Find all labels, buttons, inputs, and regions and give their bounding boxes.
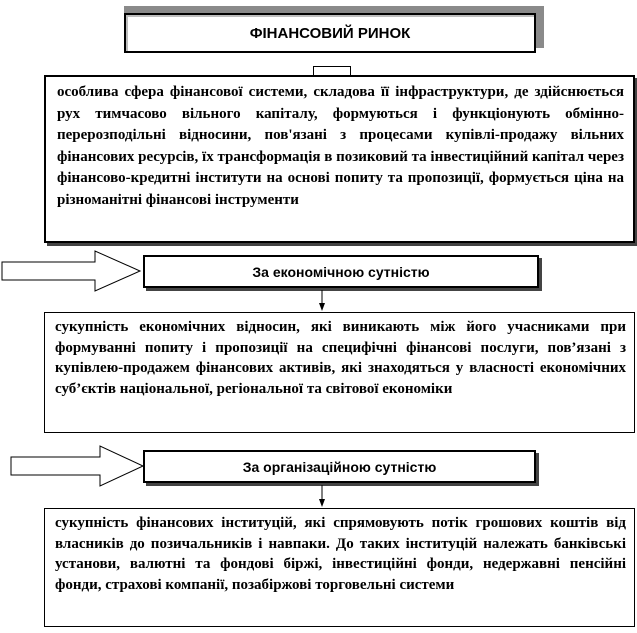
organizational-essence-label: За організаційною сутністю — [242, 458, 437, 475]
economic-essence-label: За економічною сутністю — [252, 263, 430, 280]
arrowhead-down-icon — [319, 499, 325, 507]
economic-essence-text: сукупність економічних відносин, які виникають між його учасниками при формуванні попиту і пропозиції на специфічні фінансові послуги, пов’язані з купівлею-продажем фінансових активів, які знаходяться у власності економічних суб’єктів національної, регіональної та світової економіки — [55, 319, 626, 397]
diagram-title: ФІНАНСОВИЙ РИНОК — [249, 24, 411, 42]
definition-text: особлива сфера фінансової системи, складова її інфраструктури, де здійснюється рух тимчасово вільного капіталу, формуються і функціонують обмінно-перерозподільні відносини, пов'язані з процесами купівлі-продажу вільних фінансових ресурсів, їх трансформація в позиковий та інвестиційний капітал через фінансово-кредитні інститути на основі попиту та пропозиції, формується ціна на різноманітні фінансові інструменти — [57, 84, 624, 208]
block-arrow-right-icon — [11, 446, 143, 486]
organizational-essence-text: сукупність фінансових інституцій, які спрямовують потік грошових коштів від власників до позичальників і навпаки. До таких інституцій належать банківські установи, валютні та фондові біржі, інвестиційні фонди, недержавні пенсійні фонди, страхові компанії, позабіржові торговельні системи — [55, 515, 626, 593]
arrowhead-down-icon — [319, 303, 325, 311]
block-arrow-right-icon — [2, 251, 140, 291]
